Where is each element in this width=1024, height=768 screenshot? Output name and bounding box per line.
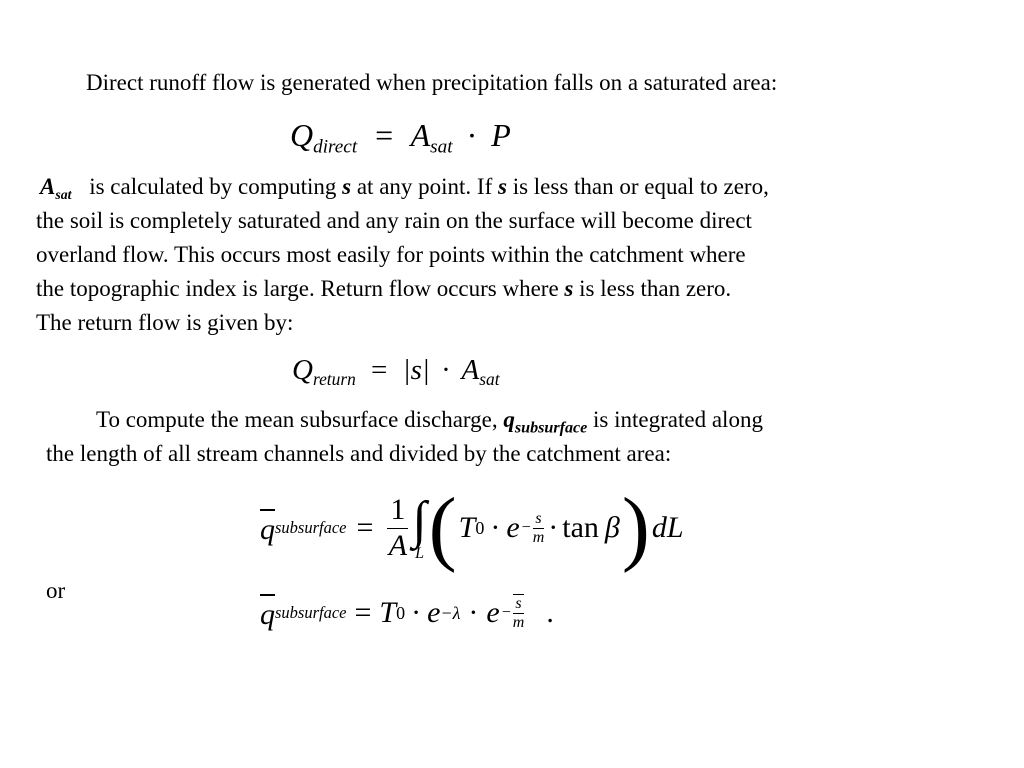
eq3-numerator: 1 [387, 493, 408, 529]
eq4-e2: e [486, 596, 500, 629]
eq2-dot: · [441, 354, 451, 386]
eq1-P: P [491, 117, 511, 153]
eq3-fraction [387, 493, 408, 563]
eq1-A-sub: sat [430, 136, 453, 158]
eq4-exp-minus: − [501, 604, 511, 621]
para3-text-a: To compute the mean subsurface discharge, [96, 407, 504, 432]
equation-mean-subsurface-alt: q subsurface = T 0 · e −λ · e − $\frac{s}{m}$ . [260, 595, 554, 631]
eq1-Q-sub: direct [313, 136, 358, 158]
eq3-dot-1: · [490, 511, 501, 544]
eq3-dL: dL [651, 511, 684, 544]
para2-line1 [40, 170, 769, 204]
eq4-exp-den: m [512, 614, 525, 631]
eq4-exp-num: s [515, 595, 522, 613]
eq1-Q: Q [290, 117, 314, 153]
eq3-integral [412, 492, 427, 562]
eq4-dot-2: · [468, 596, 479, 629]
para2-line4-b: is less than zero. [573, 276, 732, 301]
para3-line2: the length of all stream channels and divided by the catchment area: [46, 441, 672, 466]
para2-line4 [36, 272, 731, 306]
intro-text: Direct runoff flow is generated when precipitation falls on a saturated area: [86, 70, 778, 95]
eq3-beta: β [604, 511, 620, 544]
eq3-e: e [506, 511, 520, 544]
eq3-T: T [458, 511, 476, 544]
equation-direct-runoff [290, 115, 511, 158]
eq4-dot-1: · [411, 596, 422, 629]
eq3-equals: = [356, 511, 374, 544]
eq3-left-paren: ( [428, 481, 457, 574]
eq3-exp-minus: − [521, 519, 531, 536]
para3-q: q [503, 407, 515, 432]
para2-line5: The return flow is given by: [36, 310, 294, 335]
para2-s-1: s [342, 174, 352, 199]
eq2-equals: = [371, 354, 388, 386]
para2-text-c: is less than or equal to zero, [506, 174, 769, 199]
eq3-exp-num: s [535, 509, 542, 527]
eq3-right-paren: ) [621, 481, 650, 574]
eq3-dot-2: · [548, 511, 559, 544]
or-label: or [46, 578, 66, 603]
para2-text-b: at any point. If [351, 174, 498, 199]
eq4-e: e [427, 596, 441, 629]
para3-q-sub: subsurface [514, 419, 588, 437]
para2-s-3: s [564, 276, 574, 301]
para2-line3: overland flow. This occurs most easily for points within the catchment where [36, 242, 746, 267]
eq3-integral-limit: L [415, 545, 424, 562]
para3-line1 [96, 403, 763, 437]
eq3-exp-den: m [532, 528, 545, 546]
eq3-denominator: A [388, 528, 408, 562]
eq4-period: . [546, 596, 554, 629]
eq1-equals: = [375, 117, 394, 153]
eq4-q-bar: q [260, 594, 275, 632]
para2-A: A [40, 174, 56, 199]
para2-text-a: is calculated by computing [89, 174, 343, 199]
eq2-Q-sub: return [312, 369, 356, 390]
eq2-Q: Q [292, 354, 313, 386]
eq1-dot: · [466, 117, 478, 153]
para2-A-sub: sat [55, 186, 72, 202]
eq3-tan: tan [562, 511, 599, 544]
eq3-q-bar: q [260, 509, 275, 547]
eq1-A: A [410, 117, 431, 153]
eq3-integral-sign: ∫ [412, 492, 427, 549]
equation-mean-subsurface: q subsurface = $\frac{1}{A}$ ∫ L ( T 0 · e − $\frac{s}{m}$ · tan β ) dL [260, 481, 684, 574]
eq2-abs-s: |s| [402, 354, 430, 386]
para2-s-2: s [498, 174, 507, 199]
para2-line4-a: the topographic index is large. Return flow occurs where [36, 276, 565, 301]
eq2-A-sub: sat [479, 369, 500, 390]
eq4-equals: = [354, 596, 372, 629]
eq4-exponent [502, 594, 525, 631]
eq4-T: T [379, 596, 397, 629]
para3-text-b: is integrated along [587, 407, 763, 432]
para2-line2: the soil is completely saturated and any rain on the surface will become direct [36, 208, 752, 233]
eq3-exponent [522, 510, 545, 546]
equation-return-flow [292, 350, 500, 390]
eq2-A: A [461, 354, 480, 386]
